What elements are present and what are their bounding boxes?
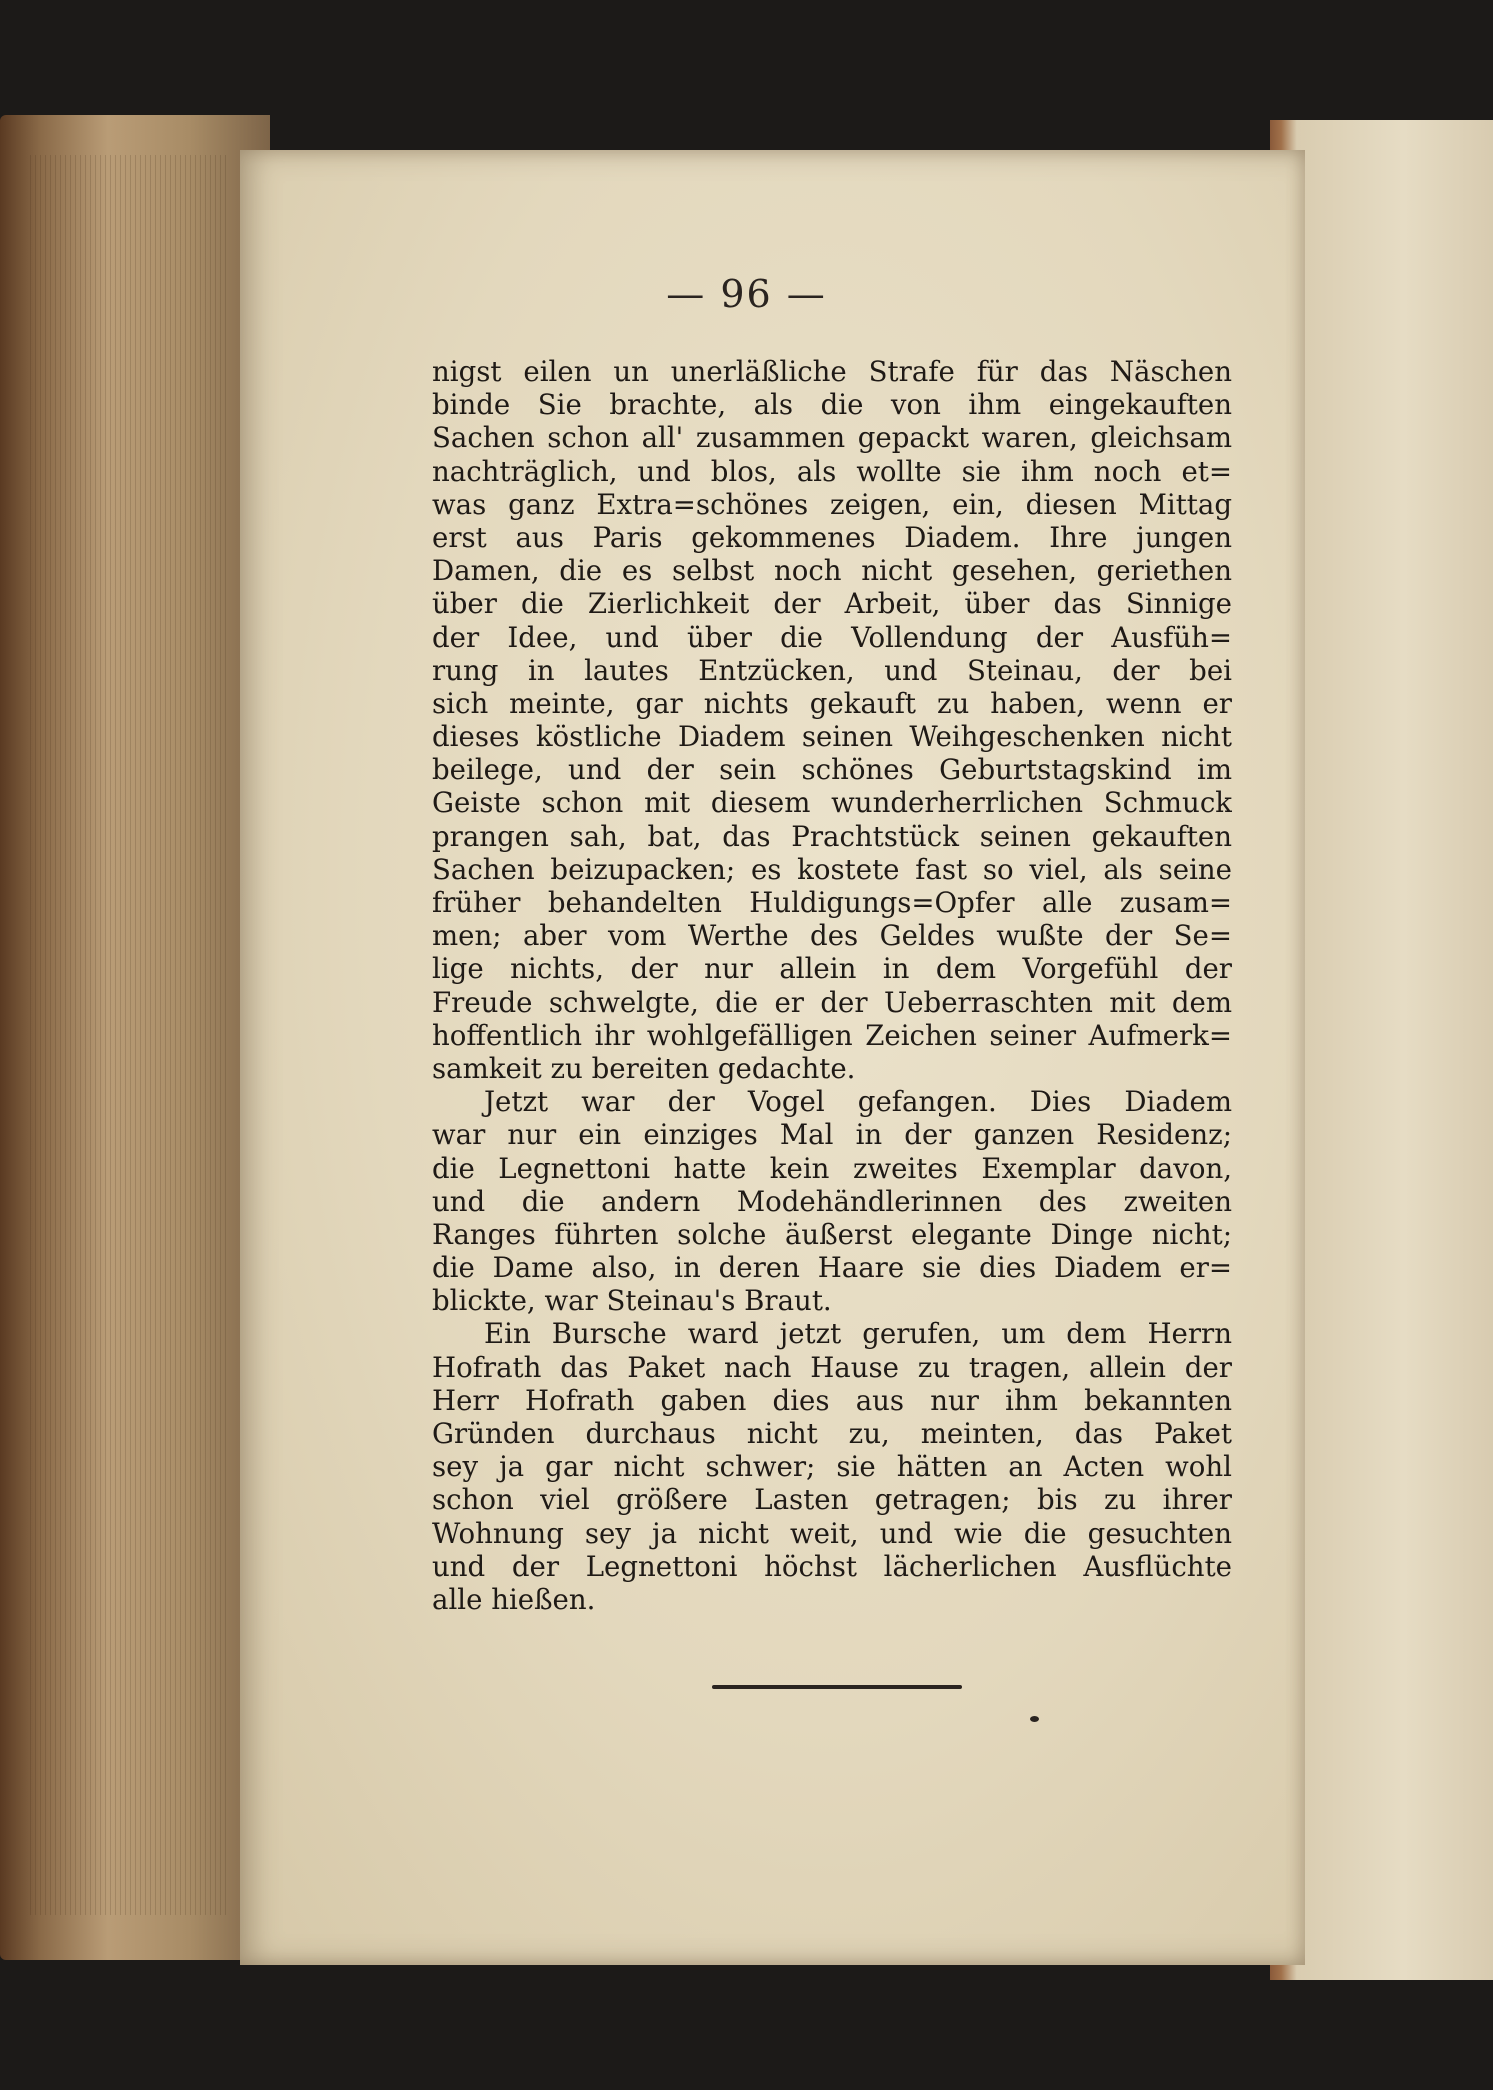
text-line: men; aber vom Werthe des Geldes wußte der Se= (432, 919, 1232, 953)
text-line: die Legnettoni hatte kein zweites Exemplar davon, (432, 1151, 1232, 1185)
text-line: die Dame also, in deren Haare sie dies Diadem er= (432, 1251, 1232, 1285)
text-line: hoffentlich ihr wohlgefälligen Zeichen seiner Aufmerk= (432, 1018, 1232, 1052)
text-line: binde Sie brachte, als die von ihm eingekauften (432, 388, 1232, 422)
text-line: nachträglich, und blos, als wollte sie ihm noch et= (432, 454, 1232, 488)
book-page-edges (0, 115, 270, 1960)
end-rule (712, 1685, 962, 1689)
text-line: sey ja gar nicht schwer; sie hätten an Acten wohl (432, 1450, 1232, 1484)
text-line: erst aus Paris gekommenes Diadem. Ihre jungen (432, 520, 1232, 554)
text-line: und die andern Modehändlerinnen des zweiten (432, 1184, 1232, 1218)
text-line: Gründen durchaus nicht zu, meinten, das Paket (432, 1417, 1232, 1450)
text-line: Sachen schon all' zusammen gepackt waren, gleichsam (432, 421, 1232, 455)
text-line: beilege, und der sein schönes Geburtstagskind im (432, 753, 1232, 787)
text-line: nigst eilen un unerläßliche Strafe für das Näschen (432, 355, 1232, 388)
text-line: war nur ein einziges Mal in der ganzen Residenz; (432, 1118, 1232, 1152)
text-line: Herr Hofrath gaben dies aus nur ihm bekannten (432, 1383, 1232, 1417)
text-line: der Idee, und über die Vollendung der Ausfüh= (432, 620, 1232, 654)
text-line: früher behandelten Huldigungs=Opfer alle zusam= (432, 886, 1232, 919)
text-line: und der Legnettoni höchst lächerlichen Ausflüchte (432, 1549, 1232, 1583)
text-line: Damen, die es selbst noch nicht gesehen, geriethen (432, 554, 1232, 588)
text-line: Wohnung sey ja nicht weit, und wie die gesuchten (432, 1516, 1232, 1550)
page-text (432, 355, 1232, 1616)
page-number: — 96 — (666, 272, 827, 316)
text-line: prangen sah, bat, das Prachtstück seinen gekauften (432, 819, 1232, 853)
text-line: blickte, war Steinau's Braut. (432, 1284, 832, 1318)
ink-speck (1030, 1716, 1039, 1722)
text-line: was ganz Extra=schönes zeigen, ein, diesen Mittag (432, 487, 1232, 521)
text-line: Sachen beizupacken; es kostete fast so viel, als seine (432, 852, 1232, 886)
text-line: Geiste schon mit diesem wunderherrlichen Schmuck (432, 786, 1232, 820)
text-line: Freude schwelgte, die er der Ueberraschten mit dem (432, 985, 1232, 1019)
text-line: rung in lautes Entzücken, und Steinau, der bei (432, 653, 1232, 687)
text-line: Ranges führten solche äußerst elegante Dinge nicht; (432, 1217, 1232, 1251)
text-line: Jetzt war der Vogel gefangen. Dies Diadem (484, 1085, 1232, 1119)
text-line: sich meinte, gar nichts gekauft zu haben, wenn er (432, 686, 1232, 720)
text-line: Ein Bursche ward jetzt gerufen, um dem Herrn (484, 1317, 1232, 1351)
text-line: Hofrath das Paket nach Hause zu tragen, allein der (432, 1350, 1232, 1384)
text-line: schon viel größere Lasten getragen; bis zu ihrer (432, 1483, 1232, 1517)
text-line: lige nichts, der nur allein in dem Vorgefühl der (432, 952, 1232, 986)
text-line: über die Zierlichkeit der Arbeit, über das Sinnige (432, 587, 1232, 621)
text-line: alle hießen. (432, 1582, 596, 1616)
text-line: samkeit zu bereiten gedachte. (432, 1051, 856, 1085)
page-edge-lines (30, 155, 230, 1915)
text-line: dieses köstliche Diadem seinen Weihgeschenken nicht (432, 720, 1232, 754)
